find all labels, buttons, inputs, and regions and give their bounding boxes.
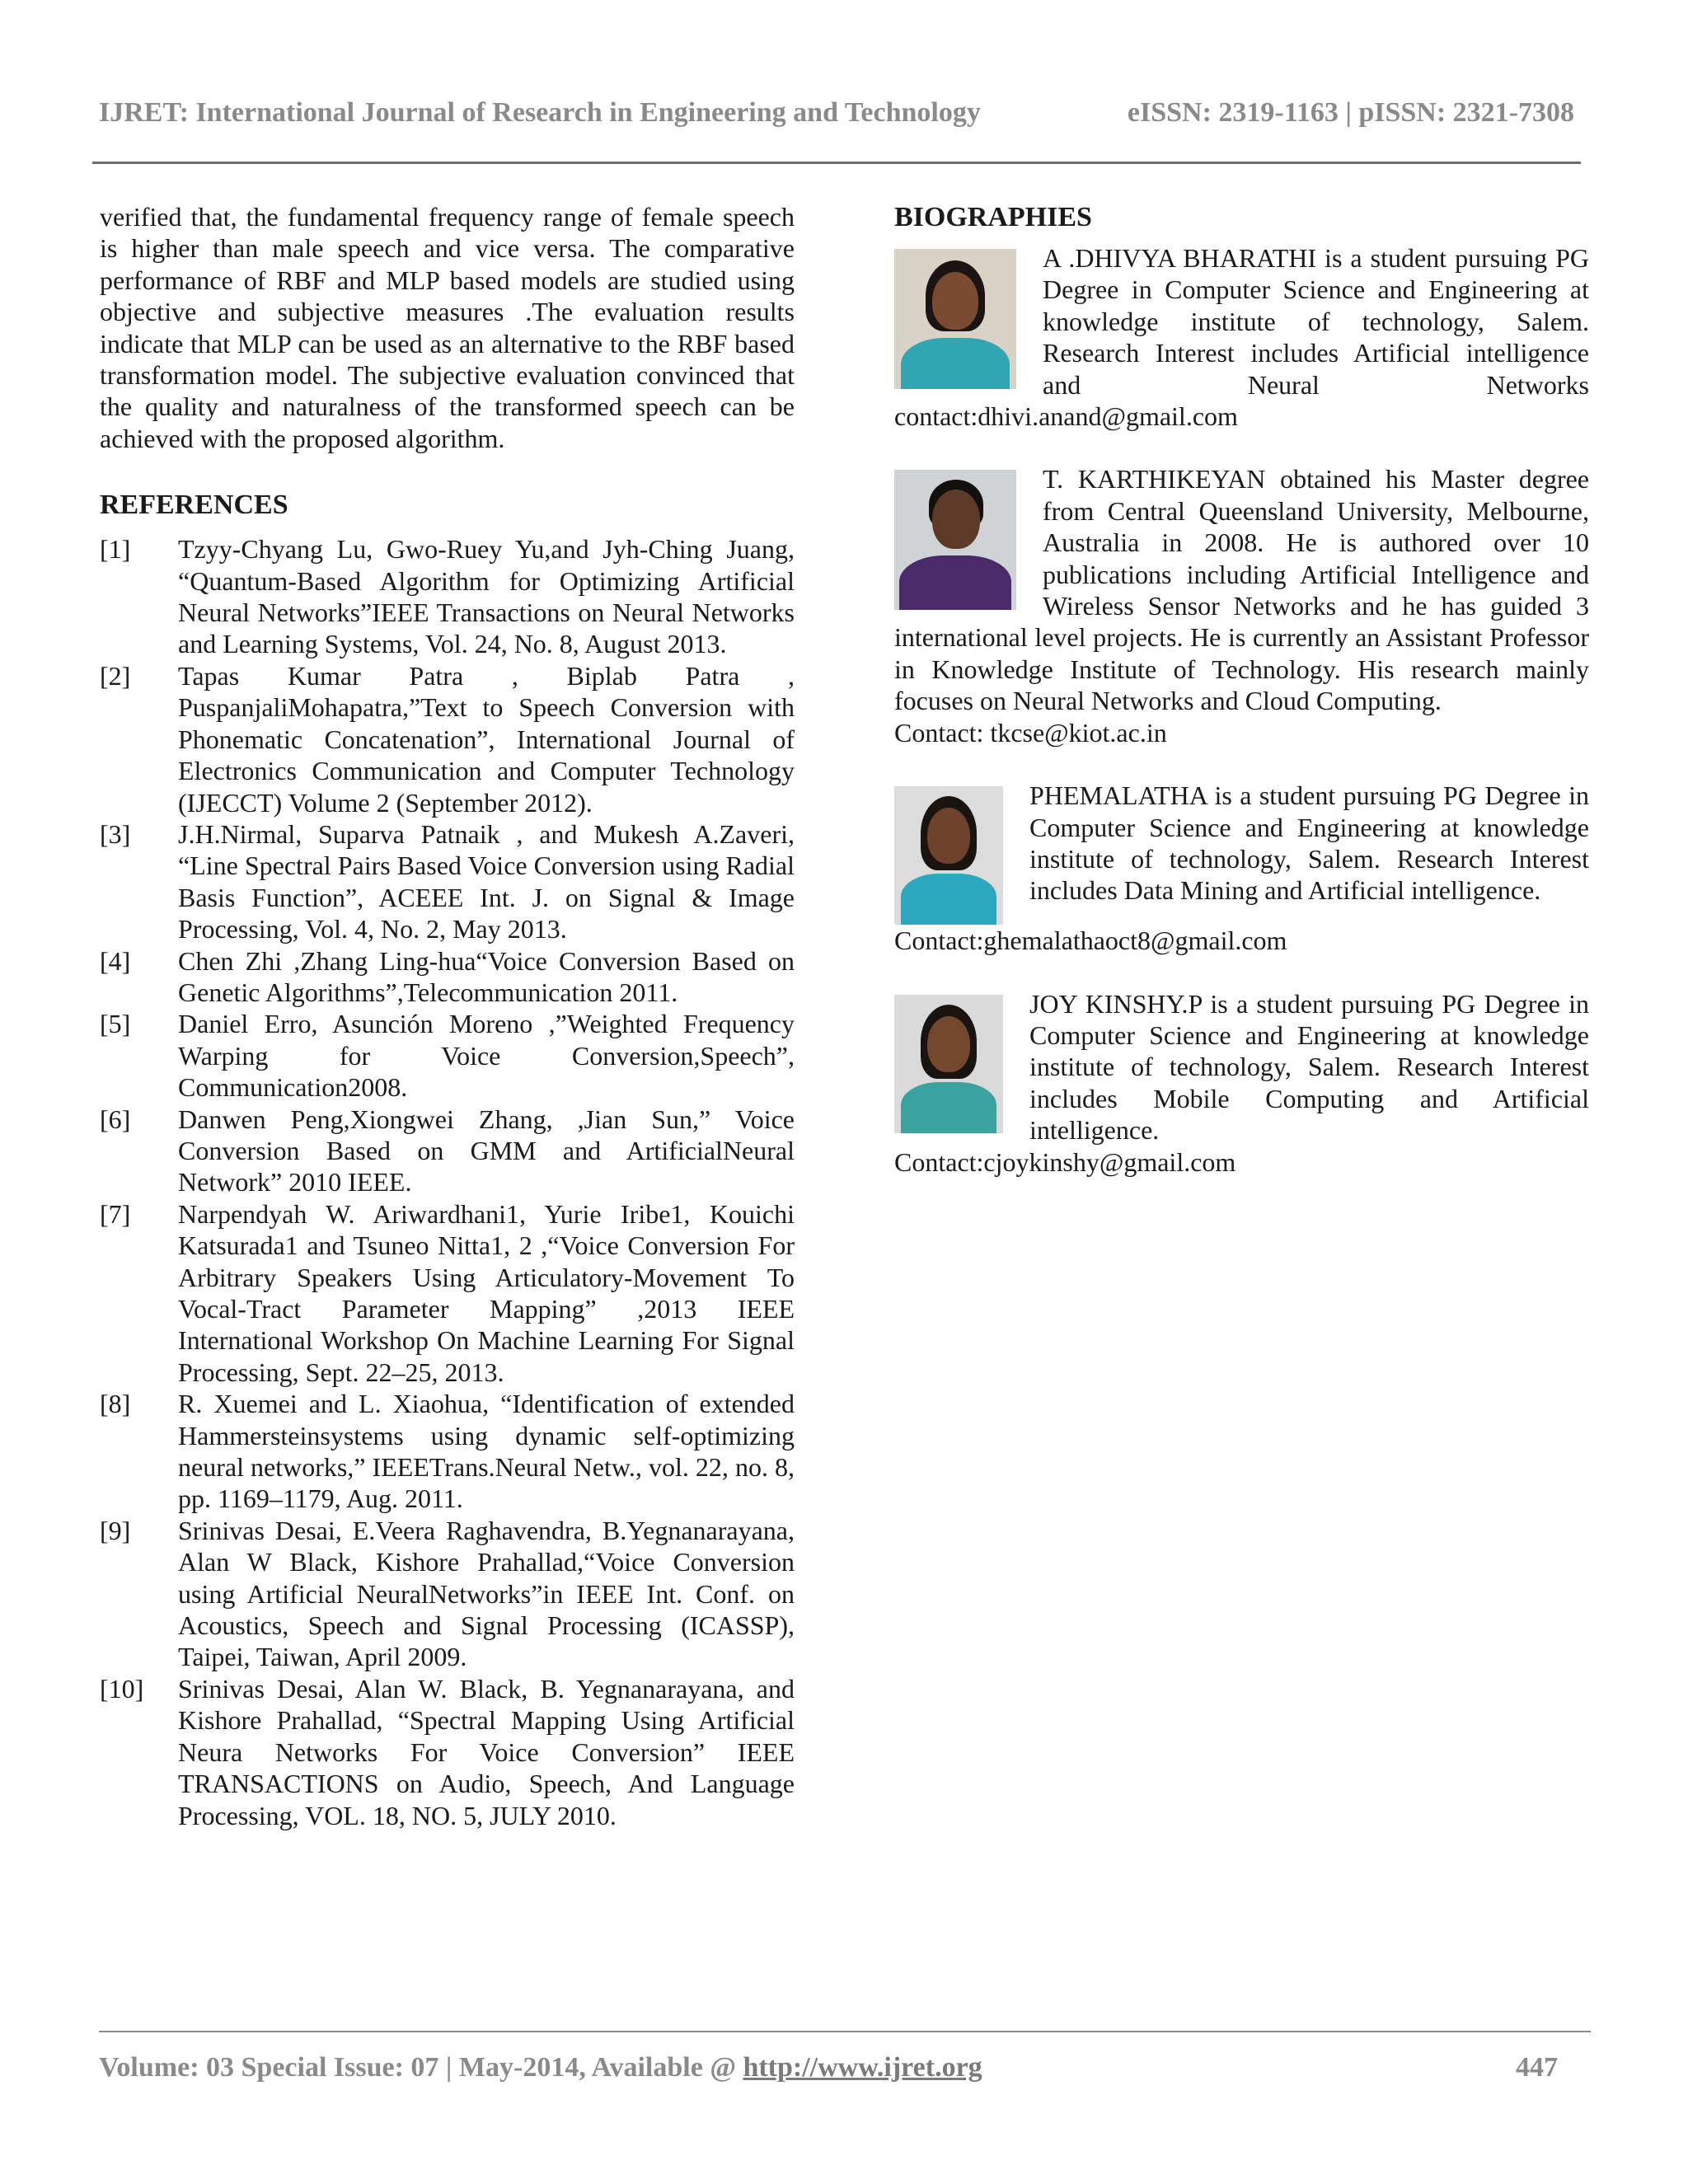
right-column xyxy=(894,201,1589,1209)
biography-entry xyxy=(894,988,1589,1178)
biography-text: T. KARTHIKEYAN obtained his Master degree from Central Queensland University, Melbourne, Australia in 2008. He is authored over 10 publications including Artificial Intelligence and Wireless Sensor Networks and he has guided 3 international level projects. He is currently an Assistant Professor in Knowledge Institute of Technology. His research mainly focuses on Neural Networks and Cloud Computing. xyxy=(894,464,1589,716)
biography-entry xyxy=(894,780,1589,956)
page-header xyxy=(99,97,1574,135)
biography-text: PHEMALATHA is a student pursuing PG Degree in Computer Science and Engineering at knowledge institute of technology, Salem. Research Interest includes Data Mining and Artificial intelligence. xyxy=(1029,780,1589,906)
reference-item xyxy=(100,533,795,660)
reference-number: [5] xyxy=(100,1009,131,1039)
references-heading: REFERENCES xyxy=(100,490,288,521)
reference-item xyxy=(100,1515,795,1673)
reference-item xyxy=(100,945,795,1009)
biography-entry xyxy=(894,242,1589,432)
volume-label: Volume: 03 Special Issue: 07 | May-2014, Available @ xyxy=(99,2052,743,2083)
issn-label: eISSN: 2319-1163 | pISSN: 2321-7308 xyxy=(1127,97,1574,128)
reference-number: [8] xyxy=(100,1389,131,1419)
biography-text: JOY KINSHY.P is a student pursuing PG Degree in Computer Science and Engineering at knowledge institute of technology, Salem. Research Interest includes Mobile Computing and Artificial intelligence. xyxy=(1029,988,1589,1146)
biography-contact: Contact:ghemalathaoct8@gmail.com xyxy=(894,926,1287,956)
reference-item xyxy=(100,1673,795,1831)
reference-text: Chen Zhi ,Zhang Ling-hua“Voice Conversion Based on Genetic Algorithms”,Telecommunication 2011. xyxy=(178,945,795,1007)
reference-text: J.H.Nirmal, Suparva Patnaik , and Mukesh A.Zaveri, “Line Spectral Pairs Based Voice Conversion using Radial Basis Function”, ACEEE Int. J. on Signal & Image Processing, Vol. 4, No. 2, May 2013. xyxy=(178,818,795,944)
reference-text: R. Xuemei and L. Xiaohua, “Identification of extended Hammersteinsystems using dynamic self-optimizing neural networks,” IEEETrans.Neural Netw., vol. 22, no. 8, pp. 1169–1179, Aug. 2011. xyxy=(178,1389,795,1514)
reference-number: [2] xyxy=(100,660,131,691)
intro-paragraph: verified that, the fundamental frequency range of female speech is higher than male speech and vice versa. The comparative performance of RBF and MLP based models are studied using objective and subjective measures .The evaluation results indicate that MLP can be used as an alternative to the RBF based transformation model. The subjective evaluation convinced that the quality and naturalness of the transformed speech can be achieved with the proposed algorithm. xyxy=(100,202,795,453)
reference-item xyxy=(100,660,795,818)
reference-number: [3] xyxy=(100,818,131,849)
reference-item xyxy=(100,1388,795,1515)
reference-item xyxy=(100,1104,795,1198)
footer-volume xyxy=(99,2052,982,2083)
biography-text: A .DHIVYA BHARATHI is a student pursuing PG Degree in Computer Science and Engineering at knowledge institute of technology, Salem. Research Interest includes Artificial intelligence and Neural Networks xyxy=(1043,243,1589,400)
author-photo xyxy=(894,470,1016,610)
reference-text: Daniel Erro, Asunción Moreno ,”Weighted Frequency Warping for Voice Conversion,Speech”, Communication2008. xyxy=(178,1009,795,1103)
reference-text: Danwen Peng,Xiongwei Zhang, ,Jian Sun,” Voice Conversion Based on GMM and ArtificialNeural Network” 2010 IEEE. xyxy=(178,1104,795,1197)
reference-number: [9] xyxy=(100,1515,131,1545)
reference-number: [6] xyxy=(100,1104,131,1134)
biography-entry xyxy=(894,463,1589,748)
reference-number: [4] xyxy=(100,945,131,976)
biography-contact: Contact:cjoykinshy@gmail.com xyxy=(894,1146,1236,1177)
author-photo xyxy=(894,786,1003,925)
reference-text: Tzyy-Chyang Lu, Gwo-Ruey Yu,and Jyh-Ching Juang, “Quantum-Based Algorithm for Optimizing Artificial Neural Networks”IEEE Transactions on Neural Networks and Learning Systems, Vol. 24, No. 8, August 2013. xyxy=(178,534,795,659)
journal-link[interactable]: http://www.ijret.org xyxy=(743,2052,982,2083)
journal-title: IJRET: International Journal of Research in Engineering and Technology xyxy=(99,97,981,128)
author-photo xyxy=(894,995,1003,1133)
header-divider xyxy=(92,162,1581,164)
references-list xyxy=(100,533,795,1831)
page-number: 447 xyxy=(1516,2052,1558,2083)
reference-item xyxy=(100,818,795,945)
author-photo xyxy=(894,249,1016,389)
reference-text: Narpendyah W. Ariwardhani1, Yurie Iribe1, Kouichi Katsurada1 and Tsuneo Nitta1, 2 ,“Voice Conversion For Arbitrary Speakers Using Articulatory-Movement To Vocal-Tract Parameter Mapping” ,2013 IEEE International Workshop On Machine Learning For Signal Processing, Sept. 22–25, 2013. xyxy=(178,1198,795,1387)
reference-number: [1] xyxy=(100,534,131,565)
page-footer xyxy=(99,2052,1558,2088)
biographies-heading: BIOGRAPHIES xyxy=(894,202,1092,232)
reference-item xyxy=(100,1008,795,1103)
biography-contact: contact:dhivi.anand@gmail.com xyxy=(894,401,1238,432)
reference-number: [7] xyxy=(100,1198,131,1229)
reference-text: Srinivas Desai, Alan W. Black, B. Yegnanarayana, and Kishore Prahallad, “Spectral Mapping Using Artificial Neura Networks For Voice Conversion” IEEE TRANSACTIONS on Audio, Speech, And Language Processing, VOL. 18, NO. 5, JULY 2010. xyxy=(178,1673,795,1830)
reference-item xyxy=(100,1198,795,1388)
left-column xyxy=(100,201,795,1831)
footer-divider xyxy=(99,2031,1591,2032)
reference-text: Srinivas Desai, E.Veera Raghavendra, B.Yegnanarayana, Alan W Black, Kishore Prahallad,“Voice Conversion using Artificial NeuralNetworks”in IEEE Int. Conf. on Acoustics, Speech and Signal Processing (ICASSP), Taipei, Taiwan, April 2009. xyxy=(178,1515,795,1672)
reference-number: [10] xyxy=(100,1673,144,1704)
biography-contact: Contact: tkcse@kiot.ac.in xyxy=(894,717,1167,748)
reference-text: Tapas Kumar Patra , Biplab Patra , PuspanjaliMohapatra,”Text to Speech Conversion with Phonematic Concatenation”, International Journal of Electronics Communication and Computer Technology (IJECCT) Volume 2 (September 2012). xyxy=(178,660,795,818)
